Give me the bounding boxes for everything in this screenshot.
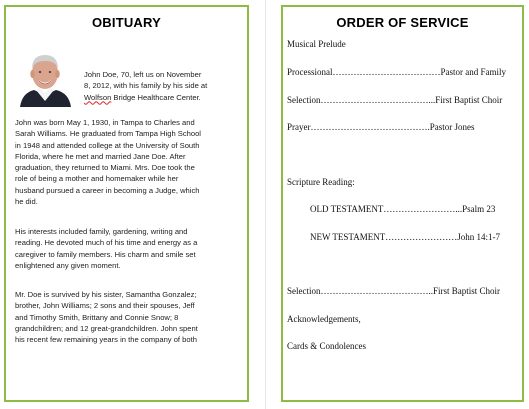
text-line: reading. He devoted much of his time and energy as a <box>15 238 198 248</box>
intro-line: 8, 2012, with his family by his side at <box>84 81 208 91</box>
intro-line <box>84 92 246 103</box>
service-item-selection: Selection………………………………...First Baptist Choir <box>287 95 503 105</box>
text-line: Florida, where he met and married Jane Doe. After <box>15 151 186 161</box>
obituary-paragraph-survivors <box>15 289 247 345</box>
text-line: brother, John Williams; 2 sons and their spouses, Jeff <box>15 301 195 311</box>
text-line: and Timothy Smith, Brittany and Connie Snow; 8 <box>15 312 179 322</box>
text-line: his recent few remaining years in the company of both <box>15 335 197 345</box>
obituary-panel <box>4 5 249 402</box>
service-item-musical-prelude: Musical Prelude <box>287 39 346 49</box>
text-line: Sarah Williams. He graduated from Tampa High School <box>15 129 201 139</box>
page-fold-line <box>265 0 266 409</box>
text-line: Mr. Doe is survived by his sister, Samantha Gonzalez; <box>15 290 197 299</box>
obituary-paragraph-birth <box>15 117 247 207</box>
order-of-service-title: ORDER OF SERVICE <box>336 15 469 30</box>
text-line: grandchildren; and 12 great-grandchildren. John spent <box>15 323 198 333</box>
service-item-prayer: Prayer………………………………….Pastor Jones <box>287 122 475 132</box>
text-line: graduation, they returned to Miami. Mrs. Doe took the <box>15 163 195 173</box>
text-line: John was born May 1, 1930, in Tampa to Charles and <box>15 118 195 127</box>
service-item-scripture-heading: Scripture Reading: <box>287 177 355 187</box>
service-item-new-testament: NEW TESTAMENT……………………John 14:1-7 <box>310 232 500 242</box>
spellcheck-word: Wolfson <box>84 92 112 102</box>
obituary-intro <box>84 69 246 103</box>
service-item-acknowledgements: Acknowledgements, <box>287 314 361 324</box>
text-line: His interests included family, gardening, writing and <box>15 227 188 236</box>
obituary-title: OBITUARY <box>91 15 161 30</box>
service-item-cards-condolences: Cards & Condolences <box>287 341 366 351</box>
portrait-photo <box>18 49 73 107</box>
intro-line-rest: Bridge Healthcare Center. <box>111 92 201 102</box>
text-line: role of being a mother and homemaker while her <box>15 174 179 184</box>
text-line: he did. <box>15 197 38 207</box>
service-item-old-testament: OLD TESTAMENT……………………...Psalm 23 <box>310 204 496 214</box>
text-line: enlightened any given moment. <box>15 260 121 270</box>
text-line: caregiver to family members. His charm and smile set <box>15 249 196 259</box>
obituary-paragraph-interests <box>15 226 247 271</box>
intro-line: John Doe, 70, left us on November <box>84 70 202 79</box>
service-item-selection-2: Selection………………………………..First Baptist Choir <box>287 286 500 296</box>
text-line: in 1948 and attended college at the University of South <box>15 140 200 150</box>
text-line: husband pursued a career in becoming a Judge, which <box>15 185 200 195</box>
service-item-processional: Processional………………………………Pastor and Family <box>287 67 506 77</box>
order-of-service-panel <box>281 5 524 402</box>
